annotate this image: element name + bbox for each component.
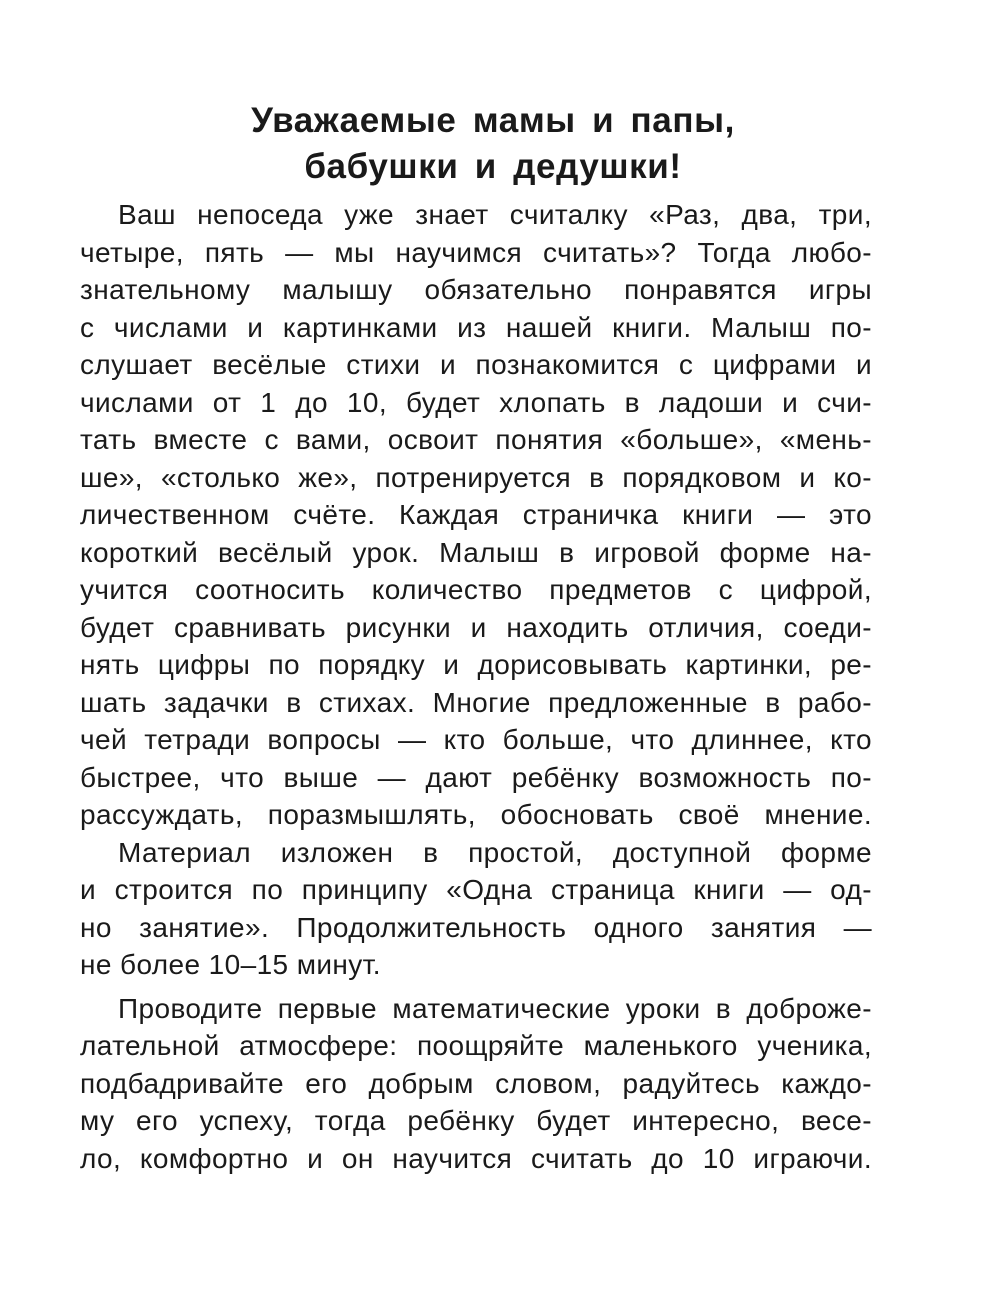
body-text [80,196,872,1177]
paragraph-3 [80,990,872,1178]
text-line: знательному малышу обязательно понравятся игры [80,274,872,305]
paragraph-1 [80,196,872,834]
text-line: и строится по принципу «Одна страница книги — од- [80,874,872,905]
text-line: слушает весёлые стихи и познакомится с цифрами и [80,349,872,380]
text-line: не более 10–15 минут. [80,949,381,980]
text-line: короткий весёлый урок. Малыш в игровой форме на- [80,536,872,568]
text-line: ше», «столько же», потренируется в порядковом и ко- [80,461,872,493]
text-line: Ваш непоседа уже знает считалку «Раз, два, три, [118,199,872,230]
text-line: Проводите первые математические уроки в доброже- [118,992,872,1024]
text-line: му его успеху, тогда ребёнку будет интересно, весе- [80,1105,872,1136]
text-line: Материал изложен в простой, доступной форме [118,836,872,868]
title-line-1: Уважаемые мамы и папы, [251,101,735,140]
text-line: рассуждать, поразмышлять, обосновать своё мнение. [80,799,872,830]
text-line: числами от 1 до 10, будет хлопать в ладоши и счи- [80,386,872,418]
text-line: чей тетради вопросы — кто больше, что длиннее, кто [80,724,872,755]
text-line: подбадривайте его добрым словом, радуйтесь каждо- [80,1067,872,1099]
text-line: личественном счёте. Каждая страничка книги — это [80,499,872,530]
text-line: с числами и картинками из нашей книги. Малыш по- [80,311,872,343]
text-line: учится соотносить количество предметов с цифрой, [80,574,872,605]
text-line: лательной атмосфере: поощряйте маленького ученика, [80,1030,872,1061]
text-line: но занятие». Продолжительность одного занятия — [80,911,872,943]
text-line: будет сравнивать рисунки и находить отличия, соеди- [80,611,872,643]
text-line: тать вместе с вами, освоит понятия «больше», «мень- [80,424,872,455]
text-line: шать задачки в стихах. Многие предложенные в рабо- [80,686,872,718]
text-line: ло, комфортно и он научится считать до 10 играючи. [80,1142,872,1174]
title-line-2: бабушки и дедушки! [304,147,682,186]
text-line: быстрее, что выше — дают ребёнку возможность по- [80,761,872,793]
text-line: нять цифры по порядку и дорисовывать картинки, ре- [80,649,872,680]
page-title [0,98,986,190]
text-line: четыре, пять — мы научимся считать»? Тогда любо- [80,236,872,268]
paragraph-2 [80,834,872,984]
